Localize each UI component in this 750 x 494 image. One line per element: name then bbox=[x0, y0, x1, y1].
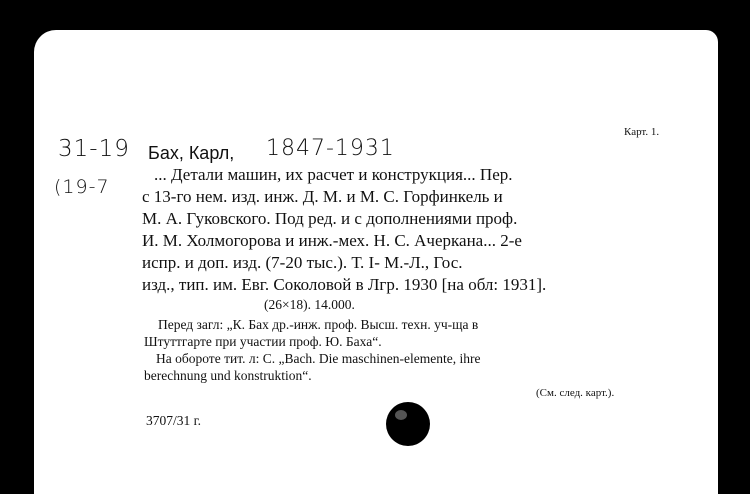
title-line: М. А. Гуковского. Под ред. и с дополнениями проф. bbox=[142, 209, 518, 228]
note-line: berechnung und konstruktion“. bbox=[144, 368, 312, 383]
card-number: Карт. 1. bbox=[624, 126, 660, 138]
title-line: И. М. Холмогорова и инж.-мех. Н. С. Ачеркана... 2-е bbox=[142, 231, 522, 250]
title-line: изд., тип. им. Евг. Соколовой в Лгр. 1930 [на обл: 1931]. bbox=[142, 275, 547, 294]
title-block bbox=[142, 164, 547, 296]
see-next-card: (См. след. карт.). bbox=[536, 387, 615, 399]
notes-block bbox=[144, 316, 481, 384]
title-line: ... Детали машин, их расчет и конструкция... Пер. bbox=[154, 165, 513, 184]
note-line: Перед загл: „К. Бах др.-инж. проф. Высш. техн. уч-ща в bbox=[158, 317, 479, 332]
call-number-primary: 31-19 bbox=[58, 136, 130, 162]
note-line: На обороте тит. л: C. „Bach. Die maschinen-elemente, ihre bbox=[156, 351, 481, 366]
call-number-secondary: (19-7 bbox=[54, 176, 110, 198]
note-line: Штуттгарте при участии проф. Ю. Баха“. bbox=[144, 334, 382, 349]
author-years: 1847-1931 bbox=[266, 136, 395, 161]
title-line: испр. и доп. изд. (7-20 тыс.). Т. I- М.-Л., Гос. bbox=[142, 253, 463, 272]
inventory-number: 3707/31 г. bbox=[146, 413, 202, 428]
collation: (26×18). 14.000. bbox=[264, 297, 355, 312]
punch-hole bbox=[386, 402, 430, 446]
title-line: с 13-го нем. изд. инж. Д. М. и М. С. Горфинкель и bbox=[142, 187, 503, 206]
author-heading: Бах, Карл, bbox=[148, 143, 235, 163]
catalog-card bbox=[34, 30, 718, 494]
